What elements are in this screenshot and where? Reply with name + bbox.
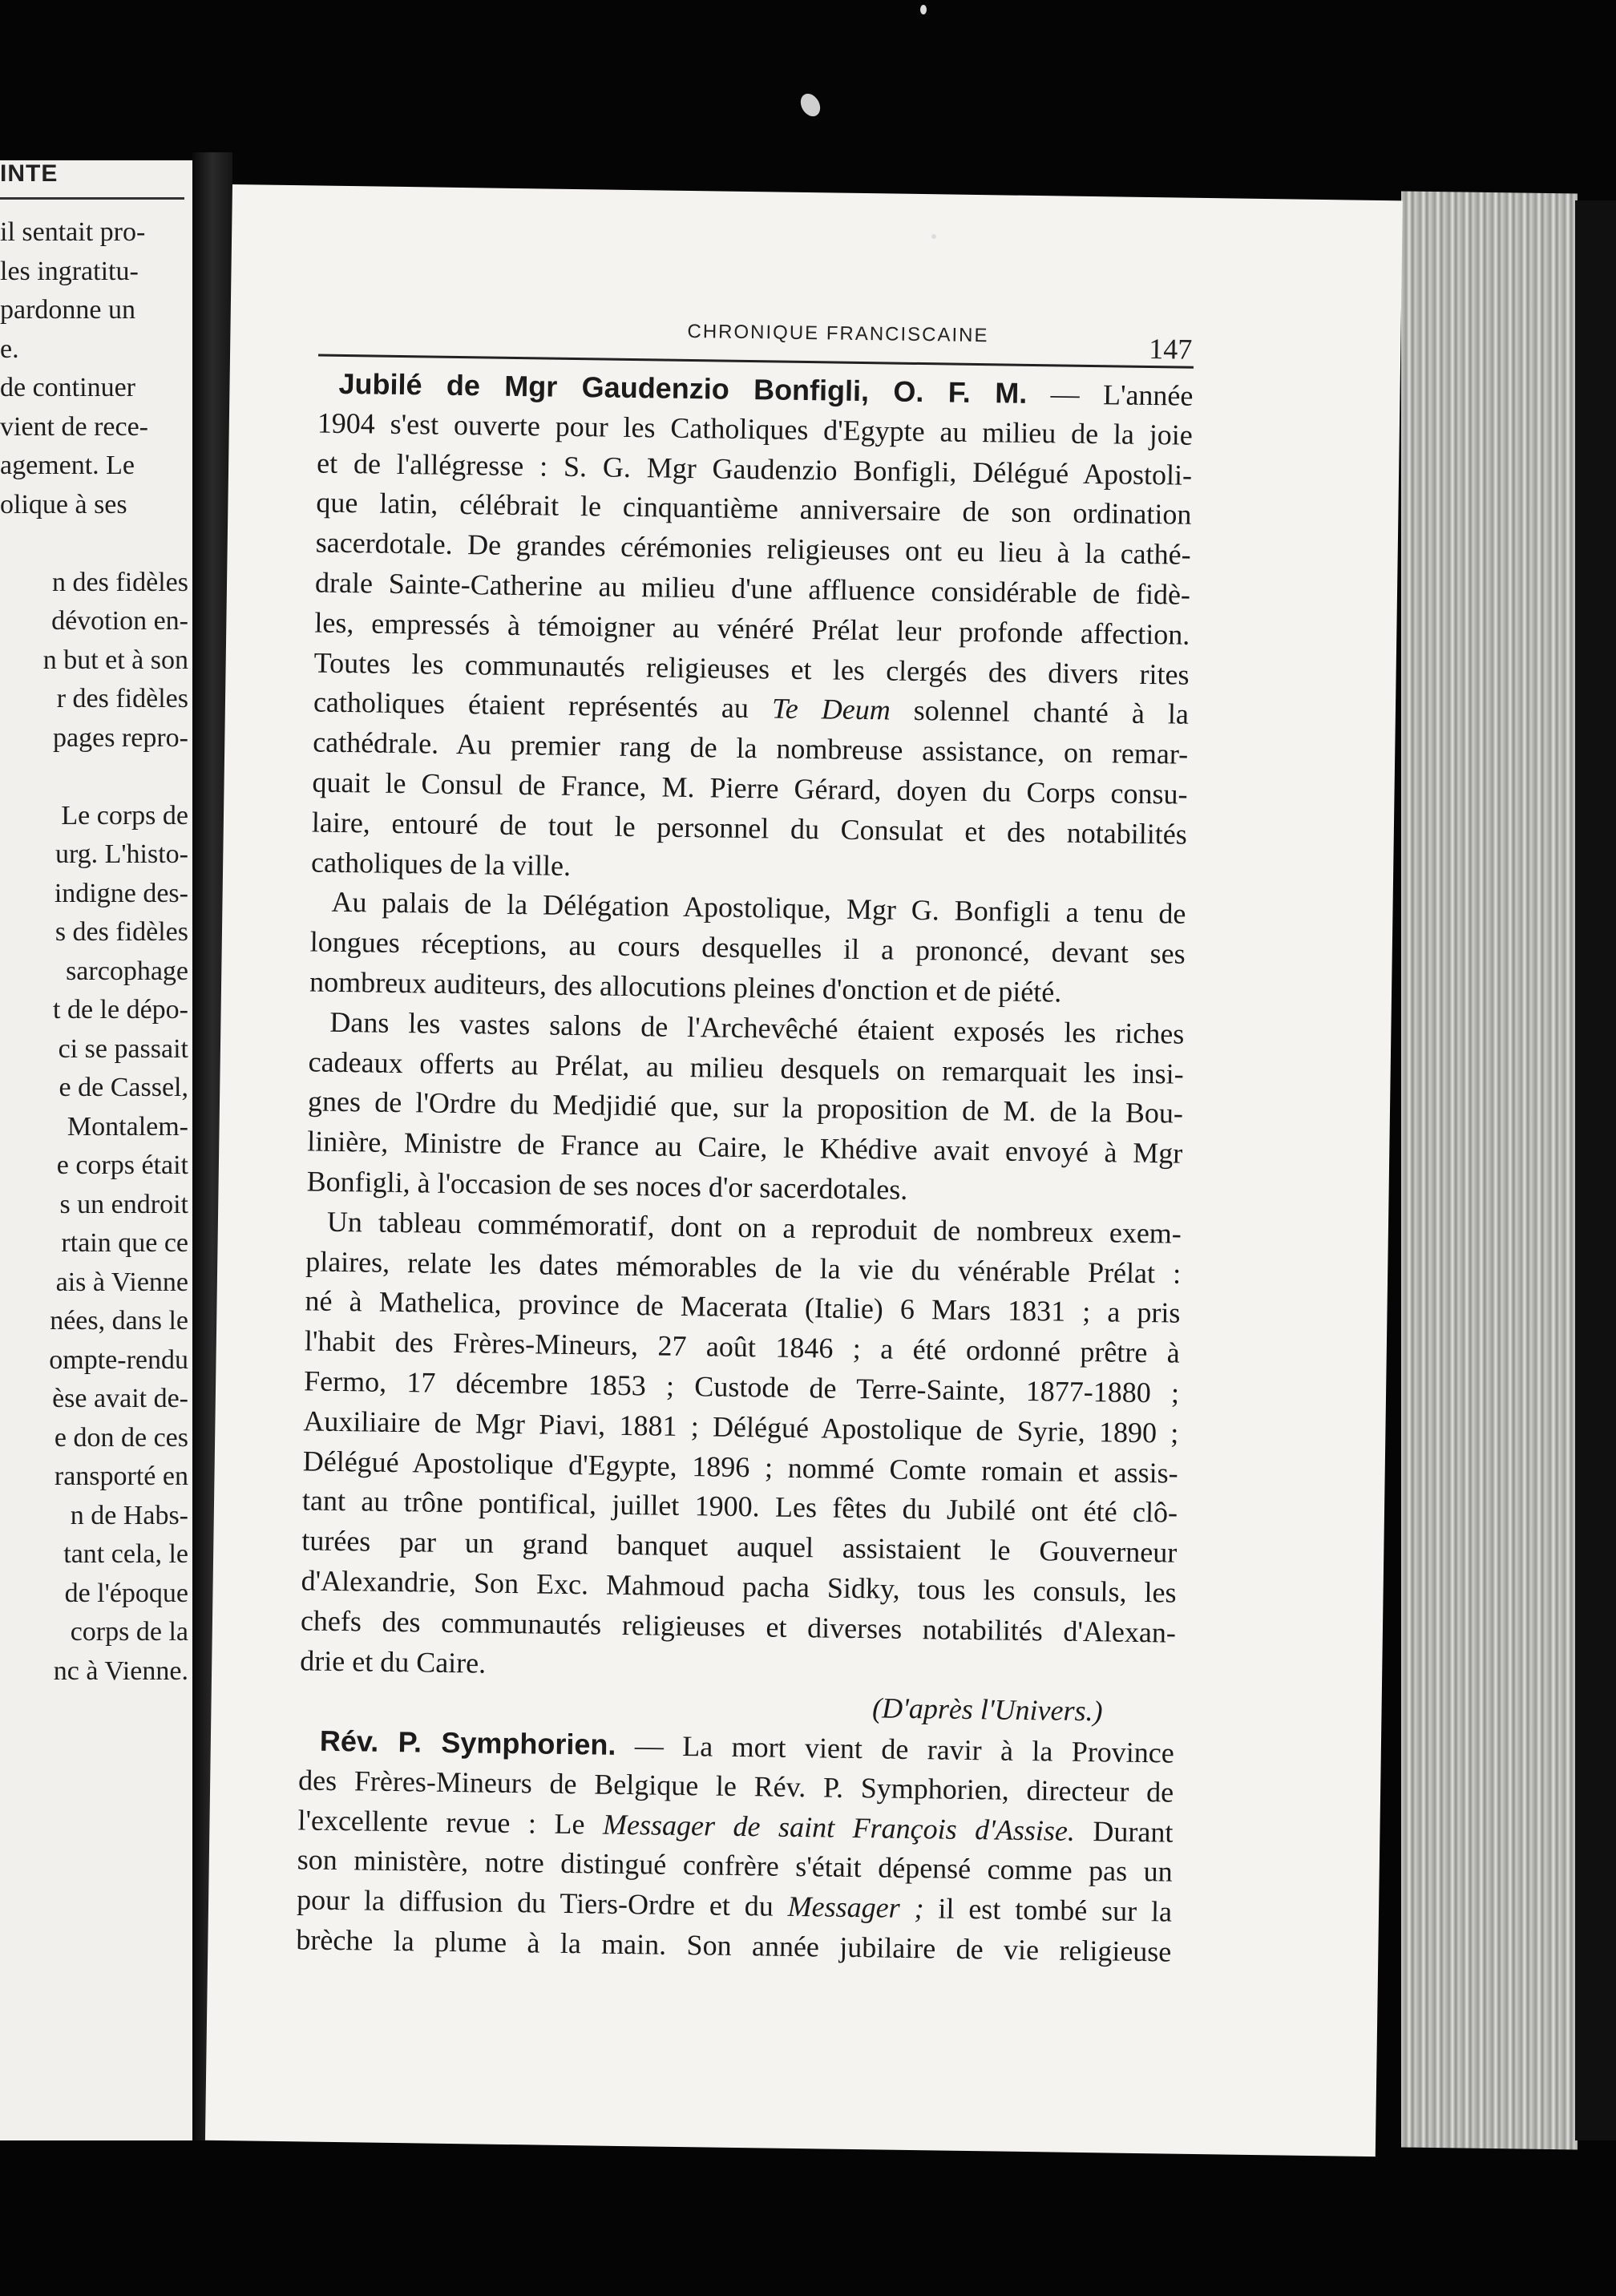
text-line: cathédrale. Au premier rang de la nombreuse assistance, on remar-	[313, 726, 1189, 770]
left-line	[0, 524, 188, 564]
left-line: ompte-rendu	[49, 1344, 188, 1375]
page-number: 147	[1148, 332, 1193, 366]
left-line: èse avait de-	[52, 1384, 188, 1413]
text-fragment: pour la diffusion du Tiers-Ordre et du	[296, 1883, 774, 1922]
text-line: Auxiliaire de Mgr Piavi, 1881 ; Délégué Apostolique de Syrie, 1890 ;	[303, 1405, 1179, 1449]
left-line: tant cela, le	[63, 1539, 188, 1569]
dust-speck	[797, 91, 824, 120]
left-line	[0, 758, 188, 797]
left-line: n des fidèles	[52, 567, 188, 597]
text-line: son ministère, notre distingué confrère s'était dépensé comme pas un	[297, 1843, 1174, 1889]
left-line: e don de ces	[54, 1422, 188, 1453]
text-line: turées par un grand banquet auquel assistaient le Gouverneur	[301, 1524, 1178, 1569]
italic-title: Te Deum	[771, 692, 891, 726]
left-line: e.	[0, 333, 19, 364]
text-line: Bonfigli, à l'occasion de ses noces d'or sacerdotales.	[306, 1165, 908, 1206]
left-line: s des fidèles	[55, 917, 188, 947]
text-line: tant au trône pontifical, juillet 1900. Les fêtes du Jubilé ont été clô-	[301, 1484, 1178, 1529]
text-line: laire, entouré de tout le personnel du Consulat et des notabilités	[311, 806, 1188, 851]
left-line: indigne des-	[54, 878, 188, 908]
left-line: ransporté en	[54, 1461, 188, 1491]
italic-title: Messager de saint François d'Assise.	[602, 1808, 1076, 1847]
main-page	[205, 184, 1403, 2157]
left-line: pardonne un	[0, 295, 136, 325]
left-line: nc à Vienne.	[53, 1655, 188, 1686]
text-line: plaires, relate les dates mémorables de la vie du vénérable Prélat :	[305, 1244, 1182, 1290]
text-fragment: l'excellente revue : Le	[297, 1804, 585, 1841]
left-line: les ingratitu-	[0, 256, 139, 286]
dust-speck	[920, 5, 927, 14]
dust-speck	[931, 234, 936, 239]
left-line: e de Cassel,	[59, 1073, 188, 1102]
text-line: catholiques de la ville.	[310, 846, 572, 882]
text-line: d'Alexandrie, Son Exc. Mahmoud pacha Sidky, tous les consuls, les	[301, 1564, 1177, 1609]
text-line: des Frères-Mineurs de Belgique le Rév. P. Symphorien, directeur de	[297, 1764, 1174, 1809]
text-line: cadeaux offerts au Prélat, au milieu desquels on remarquait les insi-	[308, 1045, 1184, 1090]
text-line: chefs des communautés religieuses et diverses notabilités d'Alexan-	[300, 1604, 1177, 1649]
left-line: urg. L'histo-	[55, 839, 188, 869]
left-line: pages repro-	[53, 722, 188, 753]
left-line: ci se passait	[58, 1033, 188, 1064]
left-line: sarcophage	[66, 956, 188, 986]
italic-title: Messager ;	[787, 1890, 924, 1925]
book-fore-edge	[1401, 191, 1578, 2149]
text-line: drale Sainte-Catherine au milieu d'une affluence considérable de fidè-	[314, 566, 1191, 611]
edge-shadow	[1575, 200, 1616, 2140]
left-line: rtain que ce	[61, 1228, 188, 1258]
text-line: l'habit des Frères-Mineurs, 27 août 1846 ; a été ordonné prêtre à	[304, 1324, 1181, 1369]
left-page-text	[0, 213, 188, 1691]
text-line: nombreux auditeurs, des allocutions pleines d'onction et de piété.	[309, 965, 1062, 1009]
text-fragment: Durant	[1093, 1814, 1174, 1849]
left-line: vient de rece-	[0, 411, 148, 442]
section-heading: Jubilé de Mgr Gaudenzio Bonfigli, O. F. M.	[338, 366, 1028, 410]
left-line: t de le dépo-	[53, 995, 188, 1025]
left-line: corps de la	[70, 1617, 188, 1647]
left-line: de continuer	[0, 373, 135, 402]
text-fragment: catholiques étaient représentés au	[313, 685, 749, 725]
text-line: les, empressés à témoigner au vénéré Prélat leur profonde affection.	[314, 606, 1190, 651]
text-line: que latin, célébrait le cinquantième anniversaire de son ordination	[316, 486, 1192, 532]
text-line: quait le Consul de France, M. Pierre Gérard, doyen du Corps consu-	[312, 766, 1188, 810]
text-line: gnes de l'Ordre du Medjidié que, sur la proposition de M. de la Bou-	[307, 1085, 1184, 1130]
section-heading: Rév. P. Symphorien.	[319, 1724, 616, 1761]
left-line: de l'époque	[64, 1578, 188, 1608]
text-line: linière, Ministre de France au Caire, le Khédive avait envoyé à Mgr	[307, 1125, 1183, 1170]
source-citation: (D'après l'Univers.)	[871, 1692, 1103, 1728]
left-line: Montalem-	[67, 1111, 188, 1142]
text-line: né à Mathelica, province de Macerata (Italie) 6 Mars 1831 ; a pris	[305, 1284, 1181, 1329]
left-line: e corps était	[56, 1150, 188, 1180]
left-line: olique à ses	[0, 489, 127, 519]
text-fragment: — La mort vient de ravir à la Province	[634, 1729, 1175, 1769]
left-running-header: INTE	[0, 160, 59, 187]
left-line: Le corps de	[61, 800, 188, 831]
text-line: Fermo, 17 décembre 1853 ; Custode de Terre-Sainte, 1877-1880 ;	[303, 1364, 1180, 1409]
left-line: dévotion en-	[51, 606, 188, 636]
text-line: sacerdotale. De grandes cérémonies religieuses ont eu lieu à la cathé-	[315, 526, 1191, 571]
text-line: longues réceptions, au cours desquelles il a prononcé, devant ses	[309, 925, 1186, 970]
text-line: drie et du Caire.	[300, 1643, 487, 1680]
text-fragment: — L'année	[1050, 378, 1194, 412]
text-line: brèche la plume à la main. Son année jubilaire de vie religieuse	[296, 1923, 1172, 1968]
left-header-rule	[0, 197, 184, 200]
text-fragment: solennel chanté à la	[913, 694, 1190, 731]
left-line: il sentait pro-	[0, 217, 146, 247]
text-line: Au palais de la Délégation Apostolique, Mgr G. Bonfigli a tenu de	[331, 886, 1186, 931]
running-title: CHRONIQUE FRANCISCAINE	[687, 320, 989, 347]
text-line: Dans les vastes salons de l'Archevêché étaient exposés les riches	[329, 1005, 1185, 1050]
left-line: s un endroit	[59, 1189, 188, 1219]
text-line: et de l'allégresse : S. G. Mgr Gaudenzio Bonfigli, Délégué Apostoli-	[316, 447, 1193, 491]
text-line: Toutes les communautés religieuses et les clergés des divers rites	[313, 646, 1190, 691]
text-line: Délégué Apostolique d'Egypte, 1896 ; nommé Comte romain et assis-	[302, 1444, 1178, 1490]
left-line: n de Habs-	[70, 1500, 188, 1530]
left-line: r des fidèles	[56, 684, 188, 713]
left-line: ais à Vienne	[55, 1267, 188, 1297]
left-line: agement. Le	[0, 451, 135, 480]
article-body	[296, 364, 1194, 1973]
text-line: 1904 s'est ouverte pour les Catholiques d'Egypte au milieu de la joie	[317, 406, 1194, 451]
left-line: nées, dans le	[50, 1306, 188, 1336]
left-line: n but et à son	[42, 645, 188, 675]
text-line: Un tableau commémoratif, dont on a reproduit de nombreux exem-	[326, 1205, 1182, 1250]
text-fragment: il est tombé sur la	[938, 1892, 1173, 1928]
